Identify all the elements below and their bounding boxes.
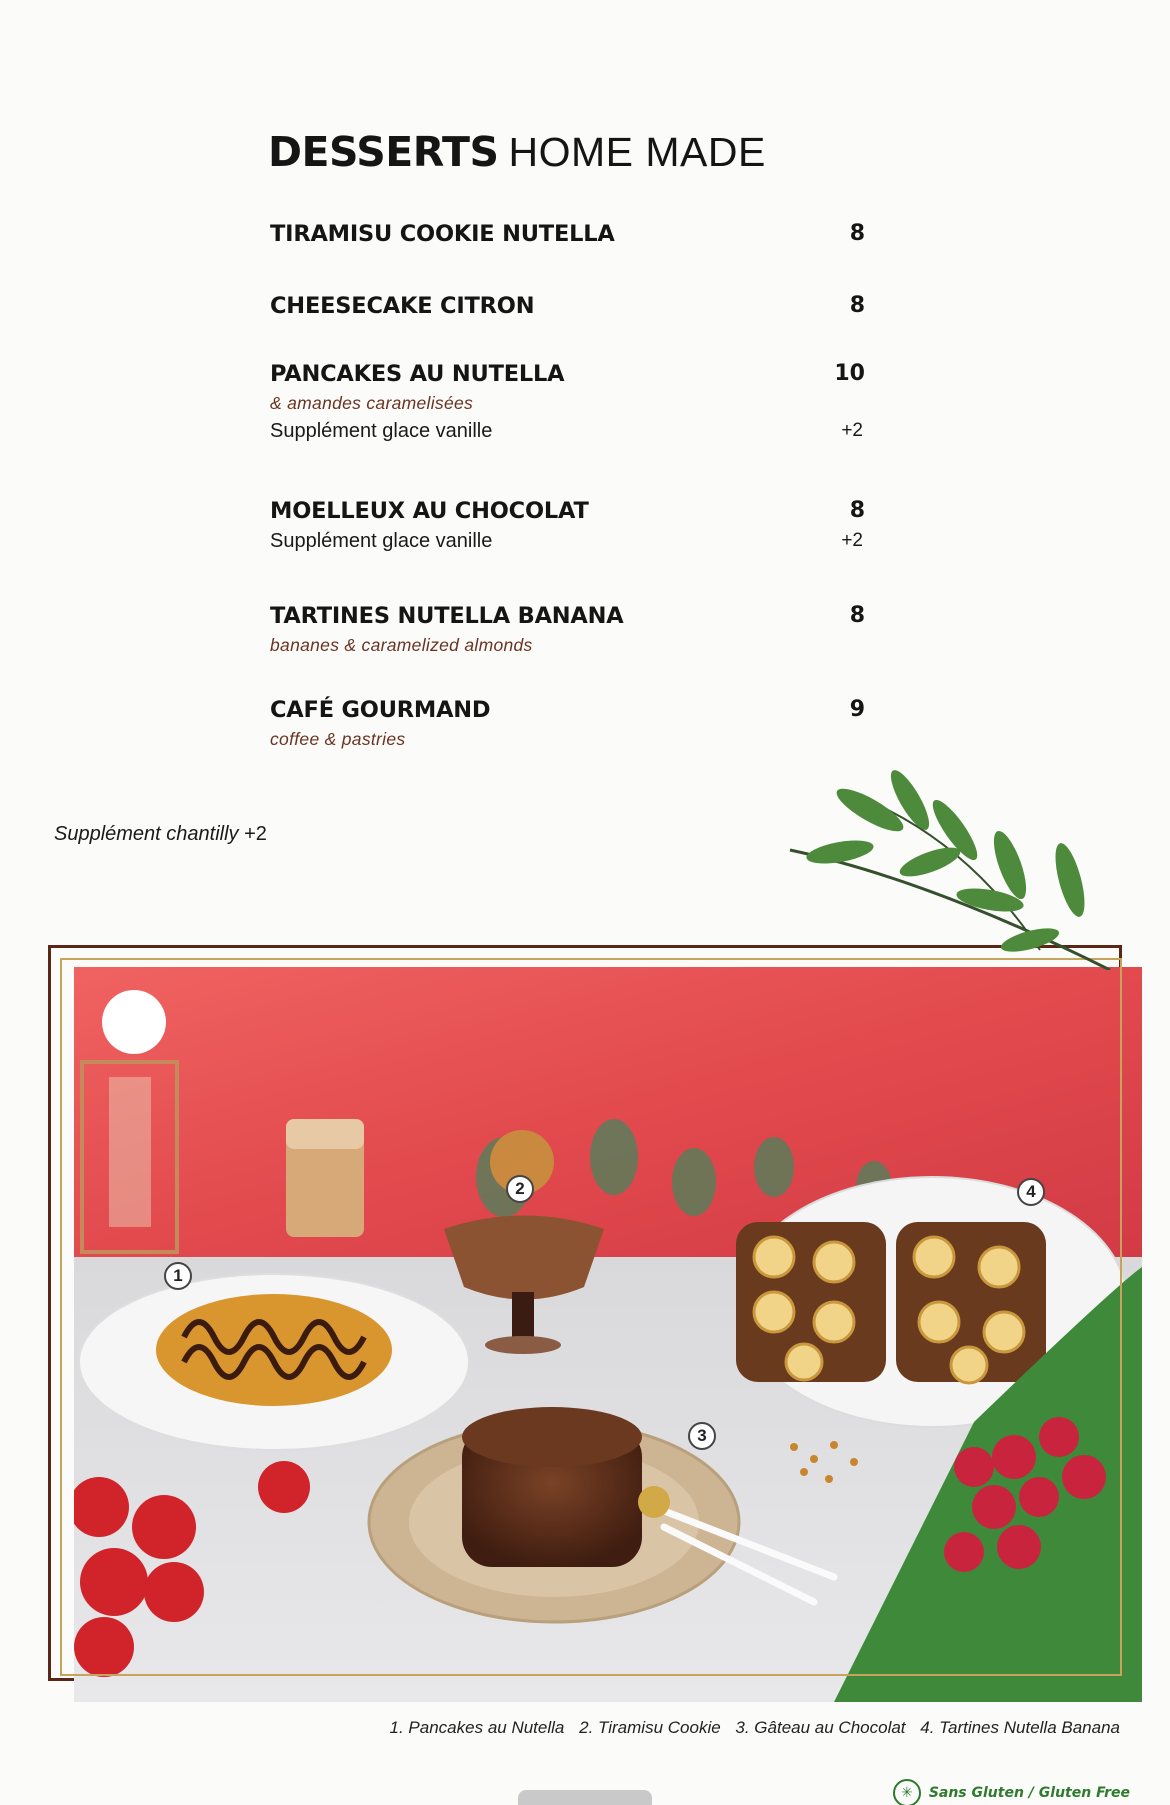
item-name: PANCAKES AU NUTELLA [270,361,565,387]
item-price: 8 [849,221,865,246]
menu-item-tiramisu [270,221,865,247]
gluten-free-label: Sans Gluten / Gluten Free [928,1785,1130,1801]
title-bold: DESSERTS [268,128,499,176]
menu-item-cafe-gourmand [270,697,865,750]
title-light: HOME MADE [508,129,766,175]
item-supplement [270,420,865,443]
chantilly-supplement [54,823,267,846]
gluten-free-note [893,1779,1130,1805]
item-description: coffee & pastries [270,729,406,749]
caption-3: 3. Gâteau au Chocolat [735,1718,906,1737]
item-description: bananes & caramelized almonds [270,635,533,655]
item-name: TARTINES NUTELLA BANANA [270,603,624,629]
item-name: CAFÉ GOURMAND [270,697,491,723]
item-name: CHEESECAKE CITRON [270,293,535,319]
supplement-price: +2 [841,420,863,441]
page-title [268,128,766,176]
menu-item-cheesecake [270,293,865,319]
item-name: TIRAMISU COOKIE NUTELLA [270,221,615,247]
menu-item-moelleux [270,498,865,553]
item-price: 8 [849,293,865,318]
item-price: 9 [849,697,865,722]
photo-marker-2: 2 [506,1175,534,1203]
item-price: 8 [849,603,865,628]
photo-caption [380,1718,1120,1738]
photo-marker-4: 4 [1017,1178,1045,1206]
item-name: MOELLEUX AU CHOCOLAT [270,498,589,524]
supplement-label: Supplément glace vanille [270,530,493,552]
scroll-handle[interactable] [518,1790,652,1805]
item-description: & amandes caramelisées [270,393,474,413]
photo-marker-1: 1 [164,1262,192,1290]
caption-1: 1. Pancakes au Nutella [389,1718,565,1737]
supplement-price: +2 [841,530,863,551]
supplement-label: Supplément glace vanille [270,420,493,442]
menu-item-pancakes [270,361,865,443]
menu-item-tartines [270,603,865,656]
item-price: 8 [849,498,865,523]
gluten-free-icon: ✳ [893,1779,921,1805]
item-supplement [270,530,865,553]
caption-2: 2. Tiramisu Cookie [579,1718,721,1737]
caption-4: 4. Tartines Nutella Banana [920,1718,1120,1737]
item-price: 10 [834,361,865,386]
chantilly-label: Supplément chantilly [54,823,239,845]
chantilly-price: +2 [244,823,267,845]
leaf-branch-icon [780,770,1120,970]
photo-gold-frame [60,958,1122,1676]
photo-marker-3: 3 [688,1422,716,1450]
